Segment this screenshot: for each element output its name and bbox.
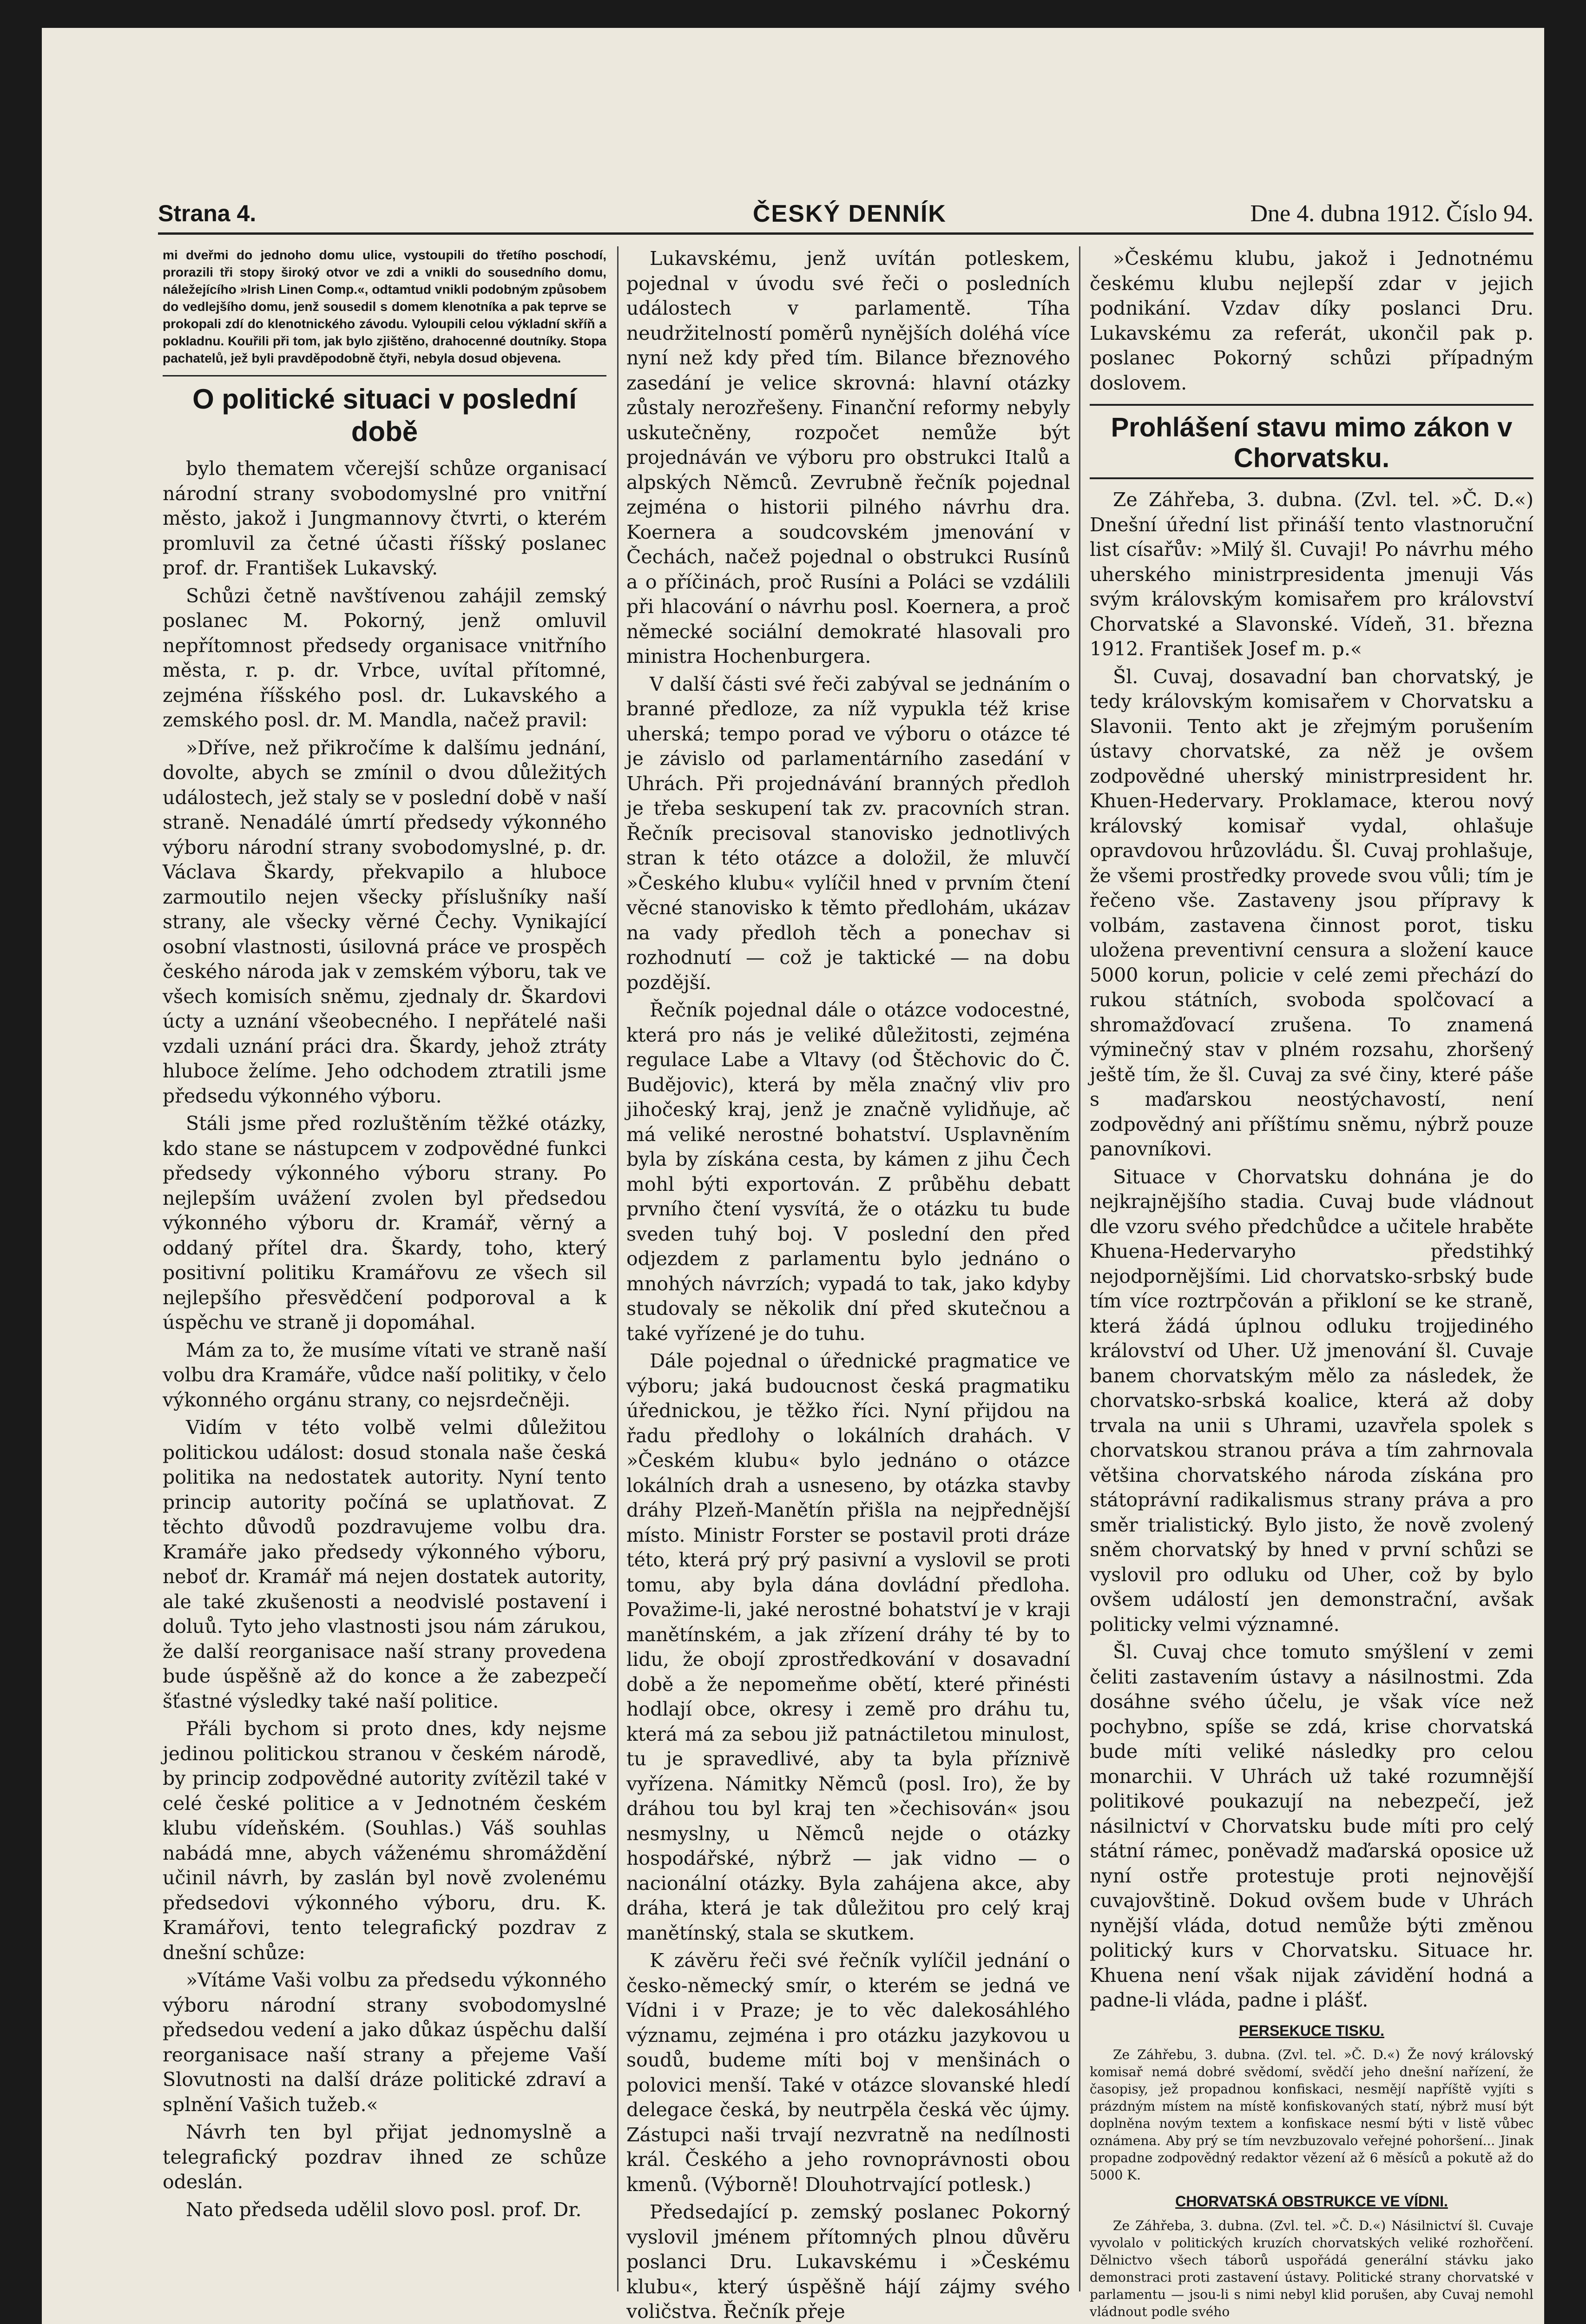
paragraph: »Vítáme Vaši volbu za předsedu výkonného výboru národní strany svobodomyslné předsedou vedení a jako důkaz úspěchu další reorganisace naší strany a přejeme Vaší Slovutnosti na další dráze politické zdraví a splnění Vašich tužeb.«: [163, 1969, 606, 2116]
column-rule-1: [617, 246, 619, 2291]
paragraph: Dále pojednal o úřednické pragmatice ve výboru; jaká budoucnost česká pragmatiku úřednickou, je těžko říci. Nyní přijdou na řadu předlohy o lokálních drahách. V »Českém klubu« bylo jednáno o otázce lokálních drah a usneseno, by otázka stavby dráhy Plzeň-Manětín přišla na nejpřednější místo. Ministr Forster se postavil proti dráze této, která prý prý pasivní a vyslovil se proti tomu, aby byla dána dovládní předloha. Považime-li, jaké nerostné bohatství je v kraji manětínském, a jak zřízení dráhy té by to lidu, že obojí zprostředkování v dosavadní době a že nepomeňme obětí, které přinésti hodlají obce, okresy i země pro dráhu tu, která má za sebou již patnáctiletou minulost, tu je spravedlivé, aby ta byla příznivě vyřízena. Námitky Němců (posl. Iro), že by dráhou tou byl kraj ten »čechisován« jsou nesmyslny, u Němců nejde o otázky hospodářské, nýbrž — jak vidno — o nacionální otázky. Byla zahájena akce, aby dráha, která je tak důležitou pro celý kraj manětínský, stala se skutkem.: [626, 1350, 1070, 1944]
paragraph: Řečník pojednal dále o otázce vodocestné, která pro nás je veliké důležitosti, zejména regulace Labe a Vltavy (od Štěchovic do Č. Budějovic), která by měla značný vliv pro jihočeský kraj, jenž je značně vylidňuje, ač má veliké nerostné bohatství. Usplavněním byla by získána cesta, by kámen z jihu Čech mohl býti exportován. Z průběhu debatt prvního čtení vysvítá, že o otázku tu bude sveden tuhý boj. V poslední den před odjezdem z parlamentu bylo jednáno o mnohých návrzích; vypadá to tak, jako kdyby studovaly se několik dní před skutečnou a také vyřízené je do tuhu.: [626, 999, 1070, 1345]
paragraph: Mám za to, že musíme vítati ve straně naší volbu dra Kramáře, vůdce naší politiky, v čelo výkonného orgánu strany, co nejsrdečněji.: [163, 1339, 606, 1411]
paragraph: Stáli jsme před rozluštěním těžké otázky, kdo stane se nástupcem v zodpovědné funkci předsedy výkonného výboru strany. Po nejlepším uvážení zvolen byl předsedou výkonného výboru dr. Kramář, věrný a oddaný přítel dra. Škardy, toho, který positivní politiku Kramářovu ze všech sil nejlepšího přesvědčení podporoval a k úspěchu ve straně ji dopomáhal.: [163, 1112, 606, 1334]
subheading-croatian-obstruction: CHORVATSKÁ OBSTRUKCE VE VÍDNI.: [1175, 2193, 1448, 2210]
page-header: [158, 167, 1533, 235]
paragraph: Ze Záhřeba, 3. dubna. (Zvl. tel. »Č. D.«) Dnešní úřední list přináší tento vlastnoruční list císařův: »Milý šl. Cuvaji! Po návrhu mého uherského ministrpresidenta jmenuji Vás svým královským komisařem pro království Chorvatské a Slavonské. Vídeň, 31. března 1912. František Josef m. p.«: [1090, 489, 1533, 660]
masthead-title: ČESKÝ DENNÍK: [753, 200, 947, 227]
paragraph: »Dříve, než přikročíme k dalšímu jednání, dovolte, abych se zmínil o dvou důležitých událostech, jež staly se v poslední době v naší straně. Nenadálé úmrtí předsedy výkonného výboru národní strany svobodomyslné, p. dr. Václava Škardy, překvapilo a hluboce zarmoutilo nejen všecky příslušníky naší strany, ale všecky věrné Čechy. Vynikající osobní vlastnosti, úsilovná práce ve prospěch českého národa jak v zemském výboru, tak ve všech komisích sněmu, zjednaly dr. Škardovi úcty a uznání všeobecného. I nepřátelé naši vzdali uznání práci dra. Škardy, jehož ztráty hluboce želíme. Jeho odchodem ztratili jsme předsedu výkonného výboru.: [163, 736, 606, 1107]
column-2: [626, 246, 1070, 2324]
subheading-press-persecution: PERSEKUCE TISKU.: [1239, 2022, 1384, 2039]
paragraph: Šl. Cuvaj, dosavadní ban chorvatský, je tedy královským komisařem v Chorvatsku a Slavonii. Tento akt je zřejmým porušením ústavy chorvatské, za něž je ovšem zodpovědné uherský ministrpresident hr. Khuen-Hedervary. Proklamace, kterou nový královský komisař vydal, ohlašuje opravdovou hrůzovládu. Šl. Cuvaj prohlašuje, že všemi prostředky provede svou vůli; tím je řečeno vše. Zastaveny jsou přípravy k volbám, zastavena činnost porot, tisku uložena preventivní censura a složení kauce 5000 korun, policie v celé zemi přechází do rukou státních, svoboda spolčovací a shromažďovací zrušena. To znamená výminečný stav v plném rozsahu, zhoršený ještě tím, že šl. Cuvaj za své činy, které páše s maďarskou neostýchavostí, není zodpovědný ani příštímu sněmu, nýbrž pouze panovníkovi.: [1090, 665, 1533, 1160]
press-persecution-text: Ze Záhřebu, 3. dubna. (Zvl. tel. »Č. D.«) Že nový královský komisař nemá dobré svědomí, svědčí jeho dnešní nařízení, že časopisy, jež propadnou konfiskaci, nesmějí napříště vyjíti s prázdným místem na místě konfiskovaných statí, nýbrž musí být doplněna novým textem a konfiskace nesmí býti v listě vůbec oznámena. Aby prý se tím nevzbuzovalo veřejné pohoršení... Jinak propadne zodpovědný redaktor vězení až 6 měsíců a pokutě až do 5000 K.: [1090, 2047, 1533, 2183]
column-1-intro: mi dveřmi do jednoho domu ulice, vystoupili do třetího poschodí, prorazili tři stopy široký otvor ve zdi a vnikli do sousedního domu, náležejícího »Irish Linen Comp.«, odtamtud vnikli podobným způsobem do vedlejšího domu, jenž sousedil s domem klenotníka a pak teprve se prokopali zdí do klenotnického závodu. Vyloupili celou výkladní skříň a pokladnu. Kouřili při tom, jak bylo zjištěno, drahocenné doutníky. Stopa pachatelů, jež byli pravděpodobně čtyři, nebyla dosud objevena.: [163, 248, 606, 365]
paragraph: Návrh ten byl přijat jednomyslně a telegrafický pozdrav ihned ze schůze odeslán.: [163, 2121, 606, 2193]
paragraph: Lukavskému, jenž uvítán potleskem, pojednal v úvodu své řeči o posledních událostech v parlamentě. Tíha neudržitelností poměrů nynějších doléhá více nyní než kdy před tím. Bilance březnového zasedání je velice skrovná: hlavní otázky zůstaly nerozřešeny. Finanční reformy nebyly uskutečněny, rozpočet nemůže být projednáván ve výboru pro obstrukci Italů a alpských Němců. Zevrubně řečník pojednal zejména o historii pilného návrhu dra. Koernera a soudcovském jmenování v Čechách, načež pojednal o obstrukci Rusínů a o příčinách, proč Rusíni a Poláci se vzdálili při hlacování o návrhu posl. Koernera, a proč německé sociální demokraté hlasovali pro ministra Hochenburgera.: [626, 247, 1070, 667]
paragraph: Vidím v této volbě velmi důležitou politickou událost: dosud stonala naše česká politika na nedostatek autority. Nyní tento princip autority počíná se uplatňovat. Z těchto důvodů pozdravujeme volbu dra. Kramáře jako předsedy výkonného výboru, neboť dr. Kramář má nejen dostatek autority, ale také zkušenosti a neodvislé postavení i doluů. Tyto jeho vlastnosti jsou nám zárukou, že další reorganisace naší strany provedena bude úspěšně až do konce a že zabezpečí šťastné výsledky také naší politice.: [163, 1416, 606, 1712]
croatian-obstruction-text: Ze Záhřeba, 3. dubna. (Zvl. tel. »Č. D.«) Násilnictví šl. Cuvaje vyvolalo v politických kruzích chorvatských veliké rozhořčení. Dělnictvo všech táborů uspořádá generální stávku jako demonstraci proti zastavení ústavy. Politické strany chorvatské v parlamentu — jsou-li s nimi nebyl klid porušen, aby Cuvaj nemohl vládnout podle svého: [1090, 2218, 1533, 2319]
column-rule-2: [1079, 246, 1080, 2291]
paragraph: bylo thematem včerejší schůze organisací národní strany svobodomyslné pro vnitřní město, jakož i Jungmannovy čtvrti, o kterém promluvil za četné účasti říšský poslanec prof. dr. František Lukavský.: [163, 457, 606, 579]
paragraph: Přáli bychom si proto dnes, kdy nejsme jedinou politickou stranou v českém národě, by princip zodpovědné autority zvítězil také v celé české politice a v Jednotném českém klubu vídeňském. (Souhlas.) Váš souhlas nabádá mne, abych váženému shromáždění učinil návrh, by zaslán byl nově zvolenému předsedovi výkonného výboru, dru. K. Kramářovi, tento telegrafický pozdrav z dnešní schůze:: [163, 1717, 606, 1964]
column-1: [163, 246, 606, 2225]
paragraph: Nato předseda udělil slovo posl. prof. Dr.: [186, 2198, 582, 2221]
paragraph: »Českému klubu, jakož i Jednotnému českému klubu nejlepší zdar v jejich podnikání. Vzdav díky poslanci Dru. Lukavskému za referát, ukončil pak p. poslanec Pokorný schůzi případným doslovem.: [1090, 247, 1533, 394]
headline-croatia: Prohlášení stavu mimo zákon v Chorvatsku.: [1090, 404, 1533, 479]
paragraph: Schůzi četně navštívenou zahájil zemský poslanec M. Pokorný, jenž omluvil nepřítomnost předsedy organisace vnitřního města, r. p. dr. Vrbce, uvítal přítomné, zejména říšského posl. dr. Lukavského a zemského posl. dr. M. Mandla, načež pravil:: [163, 584, 606, 731]
paragraph: K závěru řeči své řečník vylíčil jednání o česko-německý smír, o kterém se jedná ve Vídni i v Praze; je to věc dalekosáhlého významu, zejména i pro otázku jazykovou u soudů, budeme míti boj v menšinách o polovici menší. Také v otázce slovanské hledí delegace česká, by neutrpěla česká věc újmy. Zástupci naši trvají nezvratně na nedílnosti král. Českého a jeho rovnoprávnosti obou kmenů. (Výborně! Dlouhotrvající potlesk.): [626, 1949, 1070, 2196]
paragraph: Šl. Cuvaj chce tomuto smýšlení v zemi čeliti zastavením ústavy a násilnostmi. Zda dosáhne svého účelu, je však více než pochybno, spíše se zdá, krise chorvatská bude míti veliké následky pro celou monarchii. V Uhrách už také rozumnější politikové poukazují na nebezpečí, jež násilnictví v Chorvatsku bude míti pro celý státní rámec, poněvadž maďarská oposice už nyní ostře protestuje proti nejnovější cuvajovštině. Dokud ovšem bude v Uhrách nynější vláda, dotud nemůže býti změnou politický kurs v Chorvatsku. Situace hr. Khuena není však nijak závidění hodná a padne-li vláda, padne i plášť.: [1090, 1641, 1533, 2011]
paragraph: Předsedající p. zemský poslanec Pokorný vyslovil jménem přítomných plnou důvěru poslanci Dru. Lukavskému i »Českému klubu«, který úspěšně hájí zájmy svého voličstva. Řečník přeje: [626, 2201, 1070, 2323]
paragraph: V další části své řeči zabýval se jednáním o branné předloze, za níž vypukla též krise uherská; tempo porad ve výboru o otázce té je závislo od parlamentárního zasedání v Uhrách. Při projednávání branných předloh je třeba seskupení tak zv. pracovních stran. Řečník precisoval stanovisko jednotlivých stran k této otázce a doložil, že mluvčí »Českého klubu« vylíčil hned v prvním čtení věcné stanovisko k těmto předlohám, ukázav na vady předloh těch a ponechav si rozhodnutí — což je taktické — na dobu pozdější.: [626, 673, 1070, 994]
page-number: Strana 4.: [158, 200, 257, 226]
column-3: [1090, 246, 1533, 2323]
newspaper-page: [42, 28, 1544, 2324]
paragraph: Situace v Chorvatsku dohnána je do nejkrajnějšího stadia. Cuvaj bude vládnout dle vzoru svého předchůdce a učitele hraběte Khuena-Hedervaryho předstihký nejodpornějšími. Lid chorvatsko-srbský bude tím více roztrpčován a přikloní se ke straně, která žádá úplnou odluku trojjediného království od Uher. Už jmenování šl. Cuvaje banem chorvatským mělo za následek, že chorvatsko-srbská koalice, která až doby trvala na unii s Uhrami, uzavřela spolek s chorvatskou stranou práva a tím zahrnovala většina chorvatského národa získána pro státoprávní radikalismus strany práva a pro směr trialistický. Bylo jisto, že nově zvolený sněm chorvatský by hned v první schůzi se vyslovil pro odluku od Uher, což by bylo ovšem událostí jen demonstrační, avšak politicky velmi významné.: [1090, 1165, 1533, 1636]
headline-political-situation: O politické situaci v poslední době: [163, 375, 606, 448]
issue-date: Dne 4. dubna 1912. Číslo 94.: [1250, 200, 1533, 227]
